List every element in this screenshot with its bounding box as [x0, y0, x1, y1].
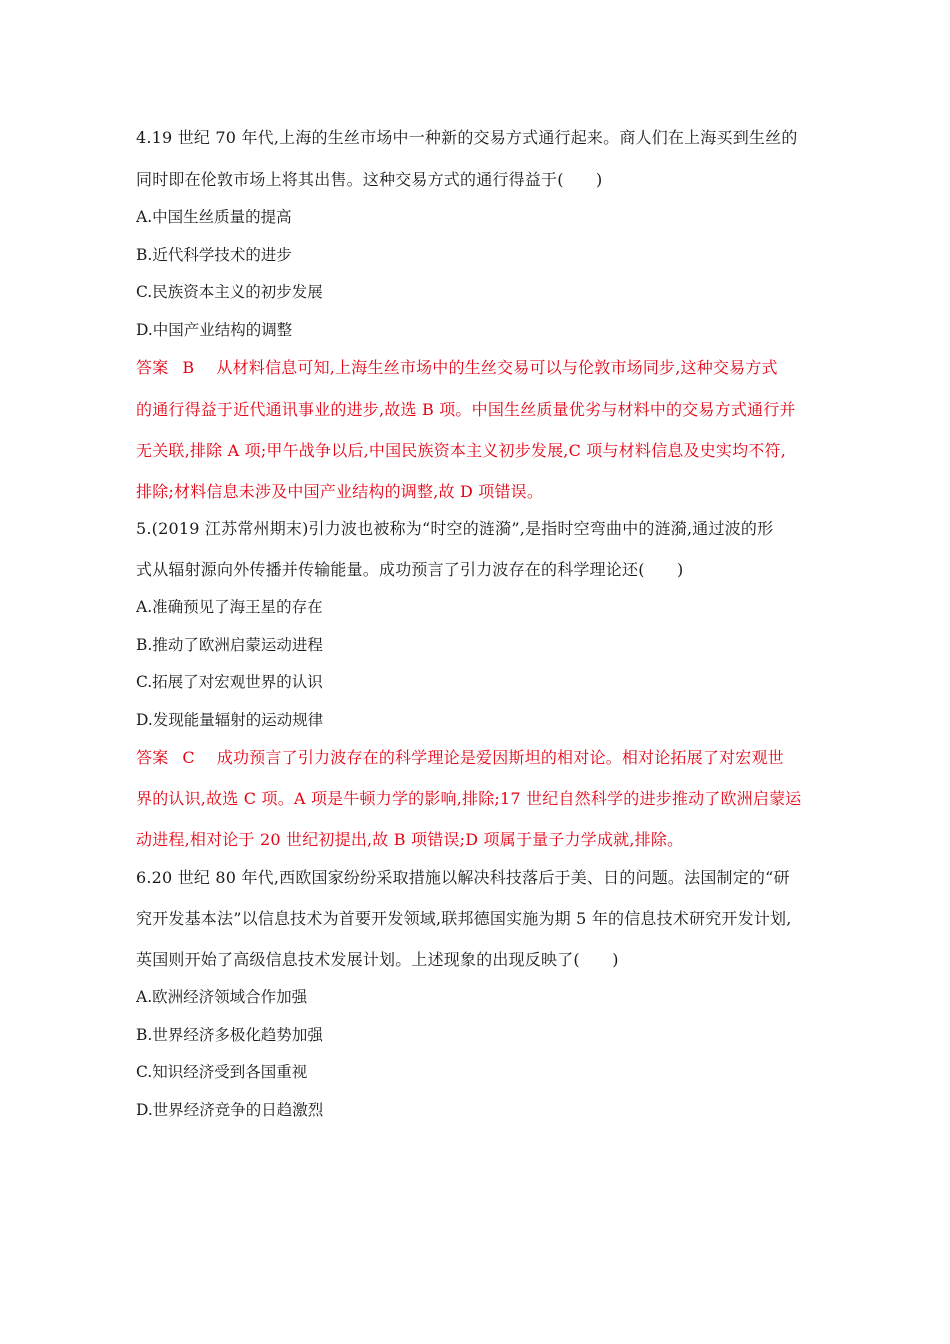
question-stem-line: 5.(2019 江苏常州期末)引力波也被称为“时空的涟漪”,是指时空弯曲中的涟漪,通过波的形 — [136, 519, 774, 538]
option-b: B.推动了欧洲启蒙运动进程 — [136, 636, 323, 654]
answer-text: 动进程,相对论于 20 世纪初提出,故 B 项错误;D 项属于量子力学成就,排除。 — [136, 830, 684, 849]
question-stem-line: 究开发基本法”以信息技术为首要开发领域,联邦德国实施为期 5 年的信息技术研究开发计划, — [136, 909, 792, 928]
option-d: D.中国产业结构的调整 — [136, 321, 293, 339]
answer-text: 的通行得益于近代通讯事业的进步,故选 B 项。中国生丝质量优劣与材料中的交易方式通行并 — [136, 400, 796, 419]
answer-text: 成功预言了引力波存在的科学理论是爱因斯坦的相对论。相对论拓展了对宏观世 — [216, 748, 784, 767]
answer-text: 排除;材料信息未涉及中国产业结构的调整,故 D 项错误。 — [136, 482, 544, 501]
option-b: B.世界经济多极化趋势加强 — [136, 1026, 323, 1044]
question-stem-line: 式从辐射源向外传播并传输能量。成功预言了引力波存在的科学理论还( ) — [136, 560, 684, 579]
question-stem-line: 4.19 世纪 70 年代,上海的生丝市场中一种新的交易方式通行起来。商人们在上海买到生丝的 — [136, 128, 798, 147]
option-c: C.民族资本主义的初步发展 — [136, 283, 323, 301]
option-a: A.中国生丝质量的提高 — [136, 208, 292, 226]
option-c: C.知识经济受到各国重视 — [136, 1063, 308, 1081]
option-c: C.拓展了对宏观世界的认识 — [136, 673, 323, 691]
option-a: A.准确预见了海王星的存在 — [136, 598, 323, 616]
answer-text: 界的认识,故选 C 项。A 项是牛顿力学的影响,排除;17 世纪自然科学的进步推动了欧洲启蒙运 — [136, 789, 802, 808]
question-stem-line: 6.20 世纪 80 年代,西欧国家纷纷采取措施以解决科技落后于美、日的问题。法国制定的“研 — [136, 868, 790, 887]
option-d: D.发现能量辐射的运动规律 — [136, 711, 324, 729]
answer-choice: C — [182, 748, 195, 767]
option-a: A.欧洲经济领域合作加强 — [136, 988, 308, 1006]
question-stem-line: 英国则开始了高级信息技术发展计划。上述现象的出现反映了( ) — [136, 950, 619, 969]
answer-text: 无关联,排除 A 项;甲午战争以后,中国民族资本主义初步发展,C 项与材料信息及史实均不符, — [136, 441, 786, 460]
answer-line — [136, 358, 778, 378]
question-stem-line: 同时即在伦敦市场上将其出售。这种交易方式的通行得益于( ) — [136, 170, 603, 189]
option-d: D.世界经济竞争的日趋激烈 — [136, 1101, 324, 1119]
answer-choice: B — [182, 358, 195, 377]
answer-line — [136, 748, 784, 768]
answer-label: 答案 — [136, 748, 169, 767]
answer-label: 答案 — [136, 358, 169, 377]
option-b: B.近代科学技术的进步 — [136, 246, 292, 264]
answer-text: 从材料信息可知,上海生丝市场中的生丝交易可以与伦敦市场同步,这种交易方式 — [216, 358, 778, 377]
